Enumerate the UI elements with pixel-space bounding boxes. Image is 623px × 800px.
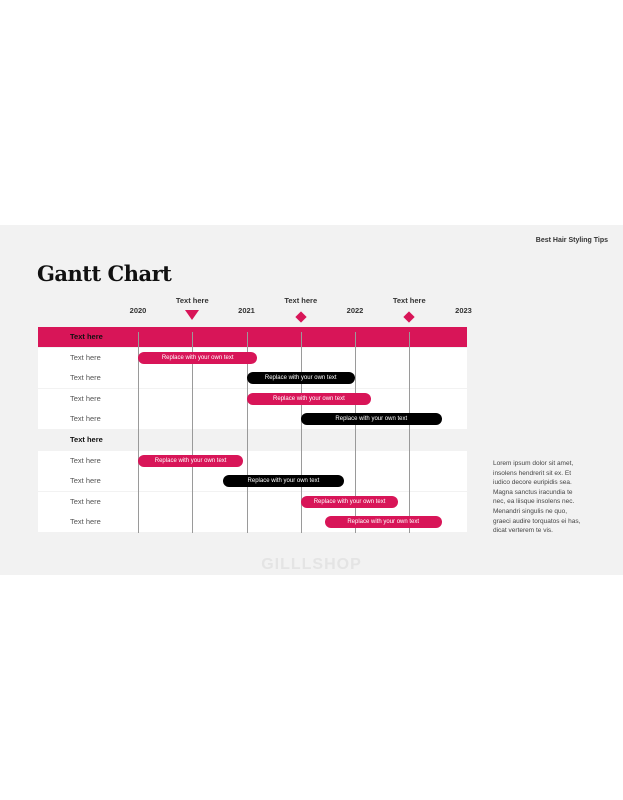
group-row <box>38 327 467 347</box>
task-bar: Replace with your own text <box>301 413 442 425</box>
milestone-label: Text here <box>392 296 426 305</box>
table-row <box>38 492 467 512</box>
row-label: Text here <box>70 435 103 444</box>
year-label: 2023 <box>455 306 472 315</box>
task-bar: Replace with your own text <box>138 455 243 467</box>
row-label: Text here <box>70 373 101 383</box>
watermark: GILLLSHOP <box>261 556 362 573</box>
milestone-label: Text here <box>175 296 209 305</box>
task-bar: Replace with your own text <box>301 496 399 508</box>
row-label: Text here <box>70 496 101 506</box>
task-bar: Replace with your own text <box>325 516 442 528</box>
task-bar: Replace with your own text <box>223 475 345 487</box>
gantt-chart <box>38 296 472 540</box>
row-label: Text here <box>70 414 101 424</box>
slide-title: Gantt Chart <box>37 261 172 286</box>
task-bar: Replace with your own text <box>247 393 372 405</box>
milestone-diamond-icon <box>295 311 306 322</box>
description-text: Lorem ipsum dolor sit amet, insolens hendrerit sit ex. Et iudico decore euripidis sea. Magna sanctus iracundia te nec, ea liisque insolens nec. Menandri singulis ne quo, graeci audire torquatos ei has, dicat verterem te vis. <box>493 460 581 535</box>
milestone-diamond-icon <box>404 311 415 322</box>
slide <box>0 225 623 575</box>
row-label: Text here <box>70 517 101 527</box>
row-label: Text here <box>70 393 101 403</box>
year-label: 2020 <box>129 306 147 315</box>
milestone-label: Text here <box>284 296 318 305</box>
milestone-gridline <box>409 332 410 533</box>
milestone-triangle-icon <box>185 310 199 320</box>
group-row <box>38 430 467 450</box>
year-label: 2021 <box>238 306 255 315</box>
row-label: Text here <box>70 352 101 362</box>
slide-subtitle: Best Hair Styling Tips <box>535 237 608 244</box>
row-label: Text here <box>70 332 103 341</box>
row-label: Text here <box>70 455 101 465</box>
row-label: Text here <box>70 476 101 486</box>
task-bar: Replace with your own text <box>247 372 356 384</box>
table-row <box>38 451 467 471</box>
task-bar: Replace with your own text <box>138 352 257 364</box>
year-label: 2022 <box>346 306 364 315</box>
